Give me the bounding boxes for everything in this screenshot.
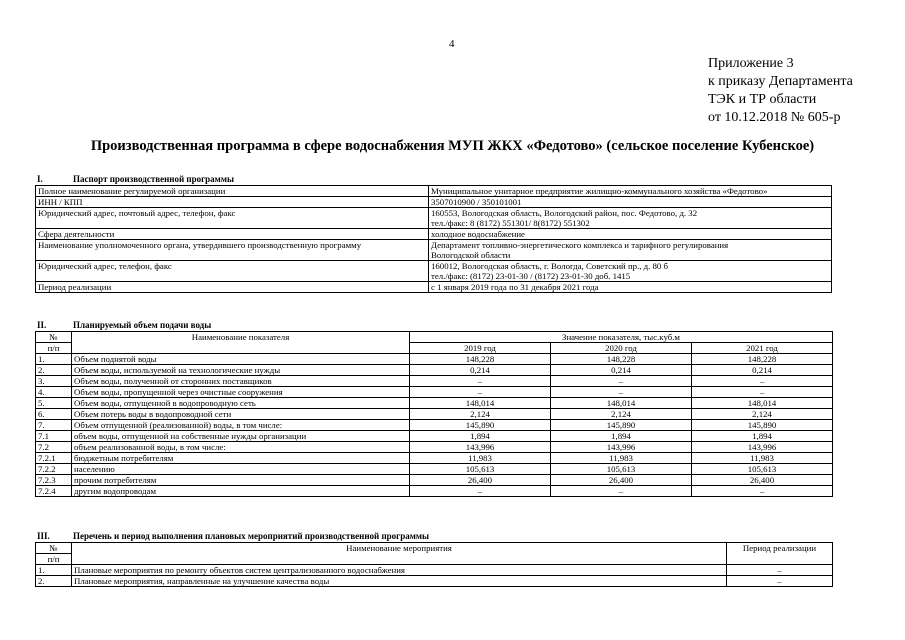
indicator-value: – bbox=[692, 387, 833, 398]
indicator-value: 143,996 bbox=[551, 442, 692, 453]
passport-table bbox=[35, 185, 832, 293]
indicator-name: другим водопроводам bbox=[72, 486, 410, 497]
row-number: 4. bbox=[36, 387, 72, 398]
value-line: с 1 января 2019 года по 31 декабря 2021 года bbox=[431, 282, 599, 292]
table-row bbox=[36, 565, 833, 576]
row-number: 5. bbox=[36, 398, 72, 409]
row-value bbox=[429, 261, 832, 282]
indicator-value: 148,228 bbox=[692, 354, 833, 365]
table-row bbox=[36, 365, 833, 376]
indicator-value: 2,124 bbox=[692, 409, 833, 420]
section-title: Паспорт производственной программы bbox=[73, 174, 234, 184]
indicator-value: 148,228 bbox=[551, 354, 692, 365]
section-title: Перечень и период выполнения плановых мероприятий производственной программы bbox=[73, 531, 430, 541]
table-row bbox=[36, 208, 832, 229]
row-number: 1. bbox=[36, 565, 72, 576]
row-label: Наименование уполномоченного органа, утвердившего производственную программу bbox=[36, 240, 429, 261]
indicator-name: Объем воды, отпущенной в водопроводную сеть bbox=[72, 398, 410, 409]
indicator-value: 0,214 bbox=[692, 365, 833, 376]
table-row bbox=[36, 354, 833, 365]
indicator-value: 148,014 bbox=[551, 398, 692, 409]
indicator-value: 11,983 bbox=[551, 453, 692, 464]
indicator-value: 1,894 bbox=[551, 431, 692, 442]
row-number: 2. bbox=[36, 365, 72, 376]
document-title: Производственная программа в сфере водоснабжения МУП ЖКХ «Федотово» (сельское поселение Кубенское) bbox=[90, 138, 815, 154]
table-row bbox=[36, 453, 833, 464]
row-value bbox=[429, 186, 832, 197]
table-row bbox=[36, 398, 833, 409]
table-row bbox=[36, 464, 833, 475]
indicator-value: 148,228 bbox=[410, 354, 551, 365]
row-label: Сфера деятельности bbox=[36, 229, 429, 240]
activity-name: Плановые мероприятия, направленные на улучшение качества воды bbox=[72, 576, 727, 587]
value-line: Вологодской области bbox=[431, 250, 511, 260]
indicator-value: 148,014 bbox=[410, 398, 551, 409]
row-number: 7.2 bbox=[36, 442, 72, 453]
indicator-value: 105,613 bbox=[551, 464, 692, 475]
indicator-value: 2,124 bbox=[410, 409, 551, 420]
indicator-name: Объем воды, полученной от сторонних поставщиков bbox=[72, 376, 410, 387]
page-number: 4 bbox=[449, 38, 455, 50]
section-number: II. bbox=[37, 320, 47, 330]
table-row bbox=[36, 387, 833, 398]
indicator-value: 105,613 bbox=[692, 464, 833, 475]
column-header: п/п bbox=[36, 343, 72, 354]
column-header: № bbox=[36, 332, 72, 343]
indicator-value: 148,014 bbox=[692, 398, 833, 409]
row-value bbox=[429, 208, 832, 229]
row-label: Полное наименование регулируемой организации bbox=[36, 186, 429, 197]
indicator-value: 0,214 bbox=[410, 365, 551, 376]
indicator-value: 26,400 bbox=[410, 475, 551, 486]
row-number: 1. bbox=[36, 354, 72, 365]
appendix-line: ТЭК и ТР области bbox=[708, 92, 817, 107]
water-volume-table bbox=[35, 331, 833, 497]
value-line: холодное водоснабжение bbox=[431, 229, 525, 239]
appendix-line: к приказу Департамента bbox=[708, 74, 853, 89]
indicator-value: – bbox=[692, 376, 833, 387]
row-label: Юридический адрес, почтовый адрес, телефон, факс bbox=[36, 208, 429, 229]
value-line: тел./факс: (8172) 23-01-30 / (8172) 23-01-30 доб. 1415 bbox=[431, 271, 631, 281]
indicator-value: – bbox=[551, 486, 692, 497]
appendix-line: от 10.12.2018 № 605-р bbox=[708, 110, 841, 125]
table-row bbox=[36, 261, 832, 282]
indicator-name: Объем воды, используемой на технологические нужды bbox=[72, 365, 410, 376]
value-line: 160553, Вологодская область, Вологодский район, пос. Федотово, д. 32 bbox=[431, 208, 698, 218]
table-row bbox=[36, 442, 833, 453]
row-value bbox=[429, 229, 832, 240]
value-line: Муниципальное унитарное предприятие жилищно-коммунального хозяйства «Федотово» bbox=[431, 186, 768, 196]
row-number: 7.2.2 bbox=[36, 464, 72, 475]
column-header: 2019 год bbox=[410, 343, 551, 354]
activity-period: – bbox=[727, 565, 833, 576]
indicator-name: прочим потребителям bbox=[72, 475, 410, 486]
row-value bbox=[429, 240, 832, 261]
indicator-value: – bbox=[410, 376, 551, 387]
row-number: 7.2.4 bbox=[36, 486, 72, 497]
indicator-name: Объем воды, пропущенной через очистные сооружения bbox=[72, 387, 410, 398]
indicator-value: 143,996 bbox=[410, 442, 551, 453]
row-number: 7.2.3 bbox=[36, 475, 72, 486]
row-number: 3. bbox=[36, 376, 72, 387]
column-header: 2020 год bbox=[551, 343, 692, 354]
table-row bbox=[36, 409, 833, 420]
table-row bbox=[36, 282, 832, 293]
indicator-name: населению bbox=[72, 464, 410, 475]
indicator-value: – bbox=[410, 486, 551, 497]
indicator-value: 0,214 bbox=[551, 365, 692, 376]
indicator-value: – bbox=[410, 387, 551, 398]
appendix-line: Приложение 3 bbox=[708, 56, 794, 71]
indicator-value: 11,983 bbox=[692, 453, 833, 464]
row-number: 7.2.1 bbox=[36, 453, 72, 464]
row-label: Период реализации bbox=[36, 282, 429, 293]
row-value bbox=[429, 282, 832, 293]
activity-period: – bbox=[727, 576, 833, 587]
section-number: I. bbox=[37, 174, 43, 184]
table-row bbox=[36, 229, 832, 240]
indicator-name: объем воды, отпущенной на собственные нужды организации bbox=[72, 431, 410, 442]
column-header: Наименование мероприятия bbox=[72, 543, 727, 565]
indicator-value: – bbox=[551, 387, 692, 398]
row-label: Юридический адрес, телефон, факс bbox=[36, 261, 429, 282]
row-number: 6. bbox=[36, 409, 72, 420]
appendix-block bbox=[708, 55, 853, 127]
indicator-value: 26,400 bbox=[692, 475, 833, 486]
indicator-value: 1,894 bbox=[410, 431, 551, 442]
column-header: 2021 год bbox=[692, 343, 833, 354]
activity-name: Плановые мероприятия по ремонту объектов систем централизованного водоснабжения bbox=[72, 565, 727, 576]
indicator-name: объем реализованной воды, в том числе: bbox=[72, 442, 410, 453]
table-row bbox=[36, 240, 832, 261]
table-row bbox=[36, 376, 833, 387]
section-title: Планируемый объем подачи воды bbox=[73, 320, 212, 330]
column-header: Значение показателя, тыс.куб.м bbox=[410, 332, 833, 343]
row-label: ИНН / КПП bbox=[36, 197, 429, 208]
column-header: п/п bbox=[36, 554, 72, 565]
indicator-value: 105,613 bbox=[410, 464, 551, 475]
table-row bbox=[36, 431, 833, 442]
section-heading bbox=[37, 174, 234, 184]
table-row bbox=[36, 475, 833, 486]
indicator-name: Объем потерь воды в водопроводной сети bbox=[72, 409, 410, 420]
table-row bbox=[36, 186, 832, 197]
column-header: Период реализации bbox=[727, 543, 833, 565]
indicator-value: – bbox=[551, 376, 692, 387]
value-line: тел./факс: 8 (8172) 551301/ 8(8172) 551302 bbox=[431, 218, 590, 228]
indicator-value: 143,996 bbox=[692, 442, 833, 453]
indicator-value: 145,890 bbox=[551, 420, 692, 431]
value-line: 160012, Вологодская область, г. Вологда, Советский пр., д. 80 б bbox=[431, 261, 669, 271]
indicator-name: Объем поднятой воды bbox=[72, 354, 410, 365]
indicator-value: 2,124 bbox=[551, 409, 692, 420]
row-number: 2. bbox=[36, 576, 72, 587]
section-number: III. bbox=[37, 531, 50, 541]
row-value bbox=[429, 197, 832, 208]
column-header: Наименование показателя bbox=[72, 332, 410, 354]
table-row bbox=[36, 576, 833, 587]
indicator-name: бюджетным потребителям bbox=[72, 453, 410, 464]
indicator-value: – bbox=[692, 486, 833, 497]
value-line: Департамент топливно-энергетического комплекса и тарифного регулирования bbox=[431, 240, 729, 250]
indicator-value: 145,890 bbox=[410, 420, 551, 431]
indicator-value: 26,400 bbox=[551, 475, 692, 486]
table-row bbox=[36, 197, 832, 208]
row-number: 7.1 bbox=[36, 431, 72, 442]
column-header: № bbox=[36, 543, 72, 554]
table-row bbox=[36, 486, 833, 497]
indicator-value: 145,890 bbox=[692, 420, 833, 431]
activities-table bbox=[35, 542, 833, 587]
row-number: 7. bbox=[36, 420, 72, 431]
indicator-name: Объем отпущенной (реализованной) воды, в том числе: bbox=[72, 420, 410, 431]
indicator-value: 11,983 bbox=[410, 453, 551, 464]
indicator-value: 1,894 bbox=[692, 431, 833, 442]
section-heading bbox=[37, 531, 429, 541]
value-line: 3507010900 / 350101001 bbox=[431, 197, 522, 207]
section-heading bbox=[37, 320, 211, 330]
table-row bbox=[36, 420, 833, 431]
